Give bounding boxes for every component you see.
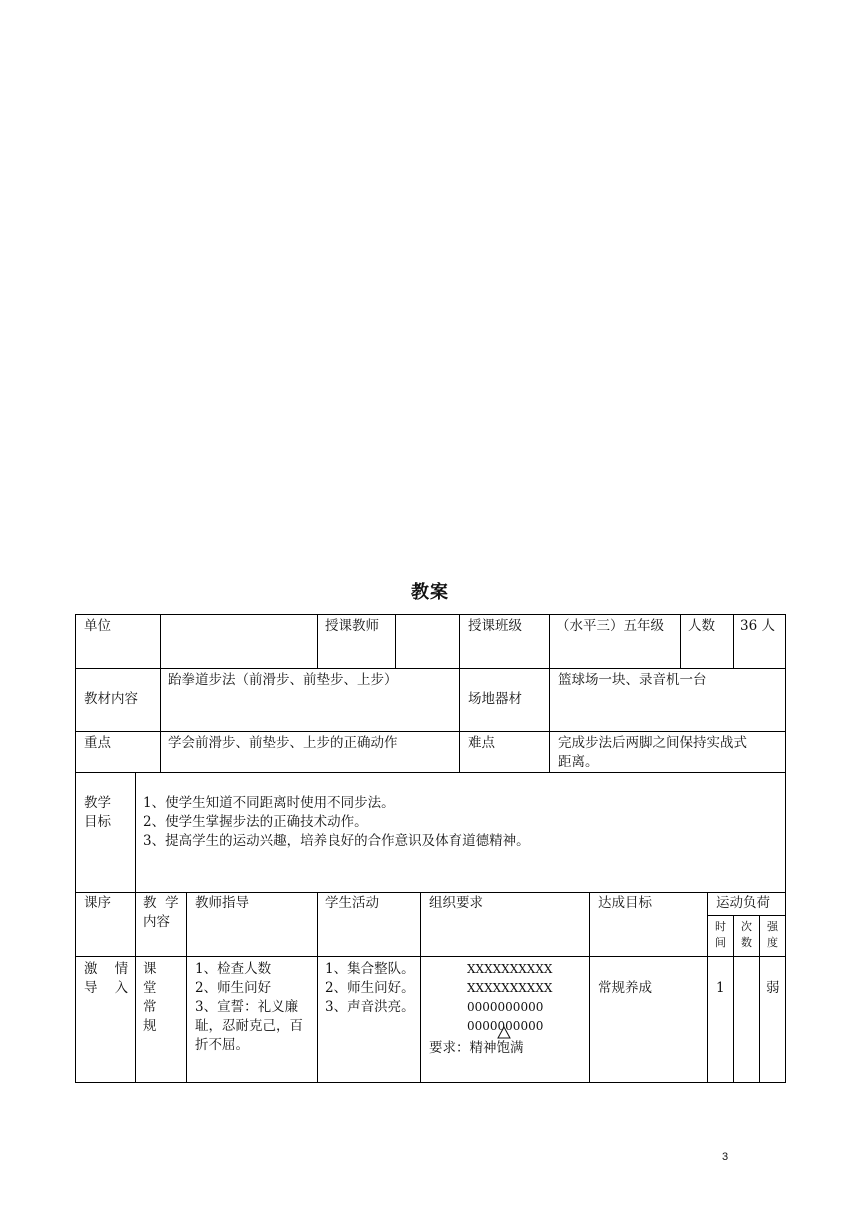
formation-line: XXXXXXXXXX — [467, 981, 553, 995]
col-student-activity: 学生活动 — [325, 895, 379, 911]
difficulty-line-1: 完成步法后两脚之间保持实战式 — [558, 735, 747, 751]
teacher-guide-line: 耻，忍耐克己，百 — [195, 1018, 303, 1034]
student-activity-line: 2、师生问好。 — [325, 980, 415, 996]
col-time-1: 时 — [715, 920, 726, 933]
teacher-guide-line: 折不屈。 — [195, 1037, 249, 1053]
col-goal: 达成目标 — [598, 895, 652, 911]
formation-line: 0000000000 — [467, 1019, 544, 1033]
teacher-label: 授课教师 — [325, 618, 379, 634]
student-count-label: 人数 — [688, 618, 715, 634]
document-title: 教案 — [411, 582, 449, 603]
teacher-guide-line: 3、宣誓：礼义廉 — [195, 999, 299, 1015]
col-reps-2: 数 — [741, 936, 752, 949]
venue-label: 场地器材 — [468, 691, 522, 707]
row-content-char: 课 — [143, 961, 157, 977]
material-label: 教材内容 — [84, 691, 138, 707]
goal-value: 常规养成 — [598, 980, 652, 996]
teacher-guide-line: 2、师生问好 — [195, 980, 272, 996]
row-sequence-2: 导 入 — [84, 980, 129, 996]
formation-line: XXXXXXXXXX — [467, 962, 553, 976]
col-intensity-1: 强 — [767, 920, 778, 933]
objectives-label-1: 教学 — [84, 795, 111, 811]
page-number: 3 — [722, 1151, 729, 1163]
teacher-position-triangle-icon — [498, 1027, 510, 1038]
row-content-char: 堂 — [143, 980, 157, 996]
col-time-2: 间 — [715, 936, 726, 949]
venue-value: 篮球场一块、录音机一台 — [558, 672, 707, 688]
time-value: 1 — [716, 980, 725, 996]
difficulty-label: 难点 — [468, 735, 495, 751]
key-point-label: 重点 — [84, 735, 111, 751]
row-content-char: 常 — [143, 999, 157, 1015]
col-teacher-guide: 教师指导 — [195, 895, 249, 911]
class-value: （水平三）五年级 — [556, 618, 664, 634]
class-label: 授课班级 — [468, 618, 522, 634]
objectives-label-2: 目标 — [84, 814, 111, 830]
material-value: 跆拳道步法（前滑步、前垫步、上步） — [168, 672, 398, 688]
col-content-2: 内容 — [143, 914, 170, 930]
student-activity-line: 1、集合整队。 — [325, 961, 415, 977]
col-organization: 组织要求 — [429, 895, 483, 911]
organization-requirement: 要求：精神饱满 — [429, 1040, 524, 1056]
objective-item: 2、使学生掌握步法的正确技术动作。 — [143, 814, 368, 830]
student-activity-line: 3、声音洪亮。 — [325, 999, 415, 1015]
row-content-char: 规 — [143, 1018, 157, 1034]
objective-item: 1、使学生知道不同距离时使用不同步法。 — [143, 795, 395, 811]
key-point-value: 学会前滑步、前垫步、上步的正确动作 — [168, 735, 398, 751]
unit-label: 单位 — [84, 618, 111, 634]
difficulty-line-2: 距离。 — [558, 754, 599, 770]
row-sequence-1: 激 情 — [84, 961, 129, 977]
objective-item: 3、提高学生的运动兴趣，培养良好的合作意识及体育道德精神。 — [143, 833, 530, 849]
student-count-value: 36 人 — [740, 618, 775, 634]
col-reps-1: 次 — [741, 920, 752, 933]
col-content-1: 教 学 — [143, 895, 179, 911]
intensity-value: 弱 — [766, 980, 780, 996]
col-intensity-2: 度 — [767, 936, 778, 949]
col-sequence: 课序 — [84, 895, 111, 911]
teacher-guide-line: 1、检查人数 — [195, 961, 272, 977]
col-load: 运动负荷 — [716, 895, 770, 911]
formation-line: 0000000000 — [467, 1000, 544, 1014]
